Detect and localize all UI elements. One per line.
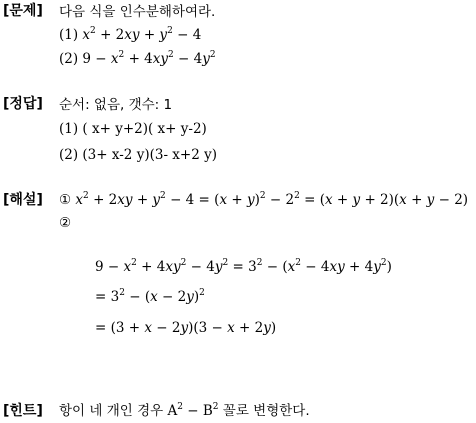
problem-label: [문제] bbox=[3, 3, 43, 19]
hint-label: [힌트] bbox=[3, 403, 43, 419]
hint-text bbox=[59, 403, 310, 419]
hint-formula: $A^2 - B^2$ bbox=[167, 402, 219, 419]
solution-step-2-line-3: = (3 + x − 2y)(3 − x + 2y) bbox=[95, 320, 277, 336]
problem-item-1 bbox=[59, 27, 201, 43]
solution-step-2-line-1: $9 - x^2 + 4xy^2 - 4y^2 = 3^2 - (x^2 - 4xy + 4y^2)$ bbox=[95, 258, 392, 275]
hint-text-pre: 항이 네 개인 경우 bbox=[59, 403, 168, 419]
answer-item-2: (2) (3+ x-2 y)(3- x+2 y) bbox=[59, 147, 217, 163]
problem-item-1-expression: $x^2 + 2xy + y^2 - 4$ bbox=[82, 26, 202, 43]
solution-label: [해설] bbox=[3, 192, 43, 208]
answer-item-1: (1) ( x+ y+2)( x+ y-2) bbox=[59, 121, 207, 137]
solution-step-1-expression: $x^2 + 2xy + y^2 - 4 = (x + y)^2 - 2^2 = (x + y + 2)(x + y - 2)$ bbox=[75, 191, 469, 208]
problem-instruction: 다음 식을 인수분해하여라. bbox=[59, 4, 216, 20]
problem-item-2-expression: $9 - x^2 + 4xy^2 - 4y^2$ bbox=[82, 50, 216, 67]
solution-step-2-line-2: = $3^2 - (x - 2y)^2$ bbox=[95, 288, 205, 305]
answer-label: [정답] bbox=[3, 96, 43, 112]
problem-item-1-number: (1) bbox=[59, 27, 79, 43]
solution-step-1 bbox=[59, 192, 468, 208]
answer-meta: 순서: 없음, 갯수: 1 bbox=[59, 97, 173, 113]
hint-text-post: 꼴로 변형한다. bbox=[218, 403, 310, 419]
problem-item-2 bbox=[59, 51, 216, 67]
solution-mark-2: ② bbox=[59, 215, 72, 231]
problem-item-2-number: (2) bbox=[59, 51, 79, 67]
solution-mark-1: ① bbox=[59, 192, 72, 208]
